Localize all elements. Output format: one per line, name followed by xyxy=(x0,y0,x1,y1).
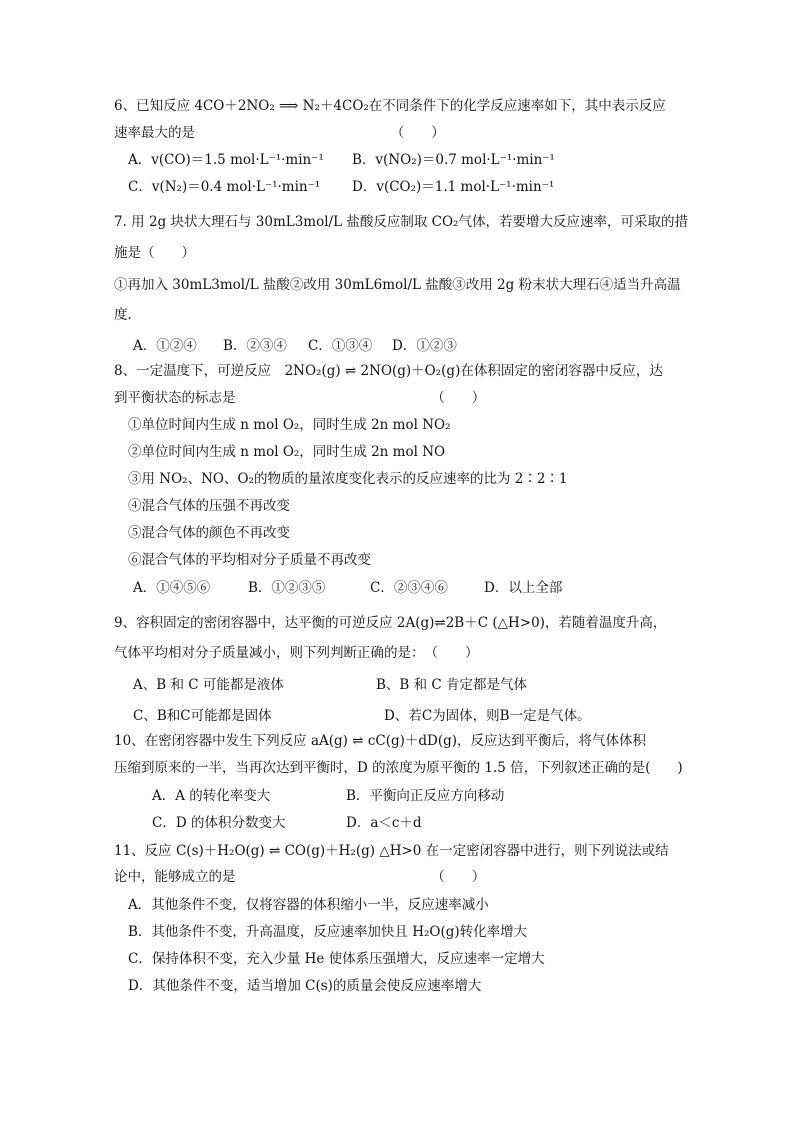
q8-stem-line-1: 8、一定温度下，可逆反应 2NO₂(g) ⇌ 2NO(g)＋O₂(g)在体积固定的密闭容器中反应，达 xyxy=(114,363,663,379)
q10-stem-line-2: 压缩到原来的一半，当再次达到平衡时，D 的浓度为原平衡的 1.5 倍，下列叙述正确的是( ) xyxy=(114,760,683,776)
q7-stem-line-4: 度. xyxy=(114,307,132,323)
q11-option-b: B．其他条件不变，升高温度，反应速率加快且 H₂O(g)转化率增大 xyxy=(128,924,528,940)
q7-stem-line-3: ①再加入 30mL3mol/L 盐酸②改用 30mL6mol/L 盐酸③改用 2g 粉末状大理石④适当升高温 xyxy=(114,277,681,293)
q8-option-a: A．①④⑤⑥ xyxy=(133,580,211,596)
q11-option-c: C．保持体积不变，充入少量 He 使体系压强增大，反应速率一定增大 xyxy=(128,951,545,967)
q9-option-b: B、B 和 C 肯定都是气体 xyxy=(376,677,528,693)
q7-option-c: C．①③④ xyxy=(308,338,373,354)
q6-option-b: B．v(NO₂)＝0.7 mol·L⁻¹·min⁻¹ xyxy=(352,152,555,168)
q8-item-5: ⑤混合气体的颜色不再改变 xyxy=(128,525,290,541)
q6-option-d: D．v(CO₂)＝1.1 mol·L⁻¹·min⁻¹ xyxy=(352,179,555,195)
q11-stem-line-1: 11、反应 C(s)＋H₂O(g) ⇌ CO(g)＋H₂(g) △H>0 在一定密闭容器中进行，则下列说法或结 xyxy=(114,843,669,859)
q8-item-6: ⑥混合气体的平均相对分子质量不再改变 xyxy=(128,552,371,568)
q9-stem-line-1: 9、容积固定的密闭容器中，达平衡的可逆反应 2A(g)⇌2B＋C (△H>0)，若随着温度升高， xyxy=(114,615,667,631)
q8-item-2: ②单位时间内生成 n mol O₂，同时生成 2n mol NO xyxy=(128,444,446,460)
q7-option-b: B．②③④ xyxy=(223,338,287,354)
q6-stem-line-1: 6、已知反应 4CO＋2NO₂ ⟹ N₂＋4CO₂在不同条件下的化学反应速率如下，其中表示反应 xyxy=(114,98,666,114)
q6-option-c: C．v(N₂)＝0.4 mol·L⁻¹·min⁻¹ xyxy=(128,179,321,195)
q10-option-d: D．a＜c＋d xyxy=(346,815,422,831)
q6-option-a: A．v(CO)＝1.5 mol·L⁻¹·min⁻¹ xyxy=(128,152,324,168)
q8-option-b: B．①②③⑤ xyxy=(248,580,326,596)
q9-option-a: A、B 和 C 可能都是液体 xyxy=(133,677,284,693)
q11-stem-line-2: 论中，能够成立的是 （ ） xyxy=(114,869,486,885)
q10-option-c: C．D 的体积分数变大 xyxy=(152,815,286,831)
q11-option-d: D．其他条件不变，适当增加 C(s)的质量会使反应速率增大 xyxy=(128,978,482,994)
q7-option-a: A．①②④ xyxy=(133,338,197,354)
q10-option-b: B．平衡向正反应方向移动 xyxy=(346,788,505,804)
q8-item-4: ④混合气体的压强不再改变 xyxy=(128,498,290,514)
q8-item-3: ③用 NO₂、NO、O₂的物质的量浓度变化表示的反应速率的比为 2∶2∶1 xyxy=(128,471,568,487)
q9-stem-line-2: 气体平均相对分子质量减小，则下列判断正确的是： （ ） xyxy=(114,645,479,661)
q6-stem-line-2: 速率最大的是 （ ） xyxy=(114,125,445,141)
q9-option-c: C、B和C可能都是固体 xyxy=(133,708,272,724)
q8-option-c: C．②③④⑥ xyxy=(370,580,448,596)
q7-stem-line-2: 施是（ ） xyxy=(114,245,195,261)
q8-option-d: D．以上全部 xyxy=(484,580,563,596)
q10-option-a: A．A 的转化率变大 xyxy=(152,788,271,804)
q7-stem-line-1: 7. 用 2g 块状大理石与 30mL3mol/L 盐酸反应制取 CO₂气体，若要增大反应速率，可采取的措 xyxy=(114,214,688,230)
q7-option-d: D．①②③ xyxy=(392,338,457,354)
q8-stem-line-2: 到平衡状态的标志是 （ ） xyxy=(114,390,486,406)
q9-option-d: D、若C为固体，则B一定是气体。 xyxy=(384,708,591,724)
q10-stem-line-1: 10、在密闭容器中发生下列反应 aA(g) ⇌ cC(g)＋dD(g)，反应达到平衡后，将气体体积 xyxy=(114,733,647,749)
q8-item-1: ①单位时间内生成 n mol O₂，同时生成 2n mol NO₂ xyxy=(128,417,451,433)
q11-option-a: A．其他条件不变，仅将容器的体积缩小一半，反应速率减小 xyxy=(128,897,489,913)
